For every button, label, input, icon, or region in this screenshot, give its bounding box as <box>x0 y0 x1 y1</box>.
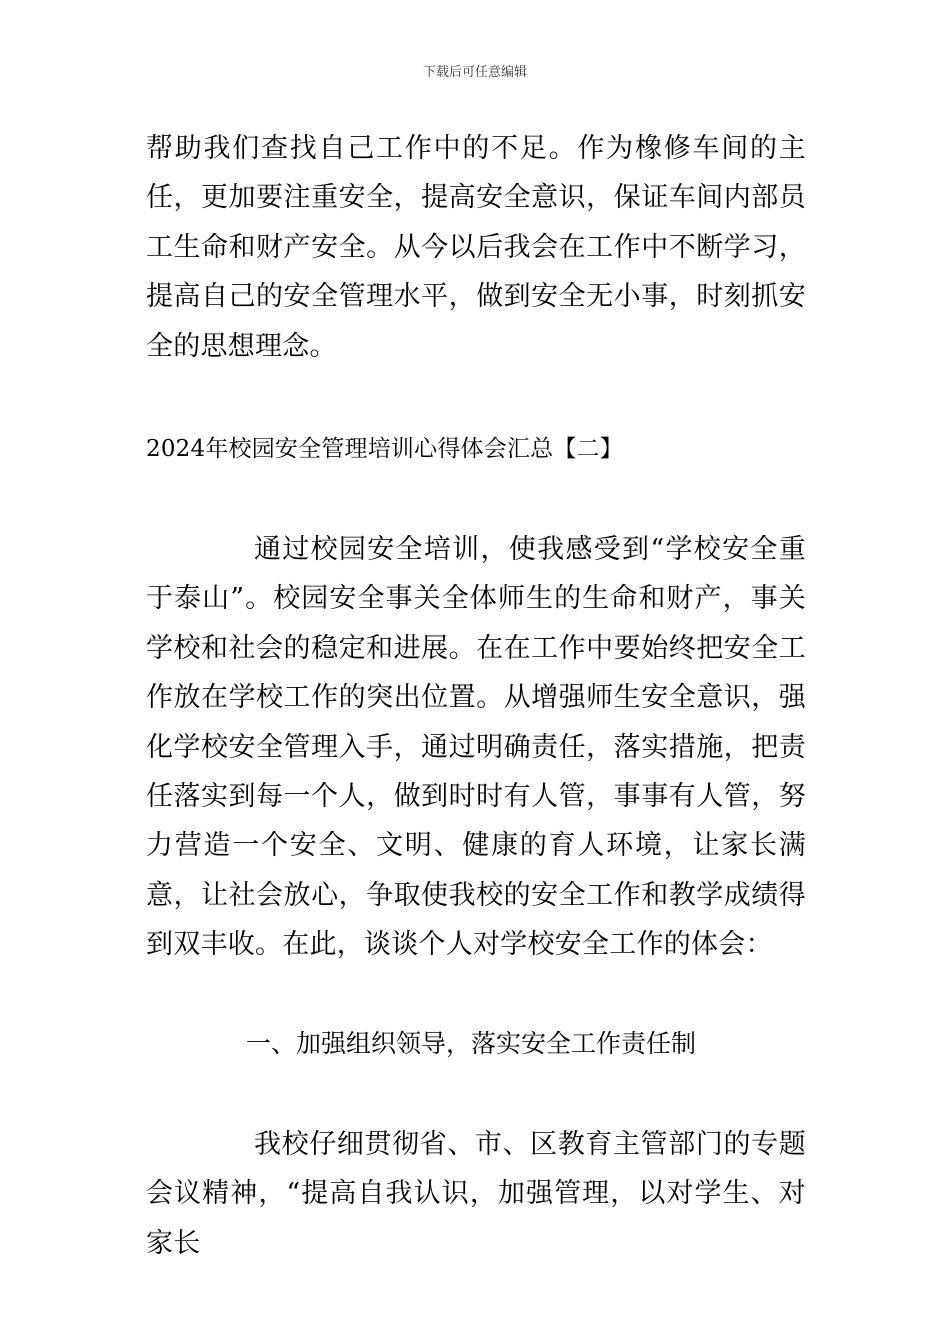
article-title: 2024年校园安全管理培训心得体会汇总【二】 <box>146 436 623 462</box>
page-header: 下载后可任意编辑 <box>422 65 527 80</box>
paragraph-section-1: 我校仔细贯彻省、市、区教育主管部门的专题会议精神，“提高自我认识，加强管理，以对学生、对家长 <box>146 1129 806 1259</box>
section-heading-1: 一、加强组织领导，落实安全工作责任制 <box>246 1029 697 1058</box>
paragraph-continuation: 帮助我们查找自己工作中的不足。作为橡修车间的主任，更加要注重安全，提高安全意识，保证车间内部员工生命和财产安全。从今以后我会在工作中不断学习，提高自己的安全管理水平，做到安全无小事，时刻抓安全的思想理念。 <box>146 133 806 362</box>
paragraph-intro: 通过校园安全培训，使我感受到“学校安全重于泰山”。校园安全事关全体师生的生命和财产，事关学校和社会的稳定和进展。在在工作中要始终把安全工作放在学校工作的突出位置。从增强师生安全意识，强化学校安全管理入手，通过明确责任，落实措施，把责任落实到每一个人，做到时时有人管，事事有人管，努力营造一个安全、文明、健康的育人环境，让家长满意，让社会放心，争取使我校的安全工作和教学成绩得到双丰收。在此，谈谈个人对学校安全工作的体会： <box>146 534 806 961</box>
